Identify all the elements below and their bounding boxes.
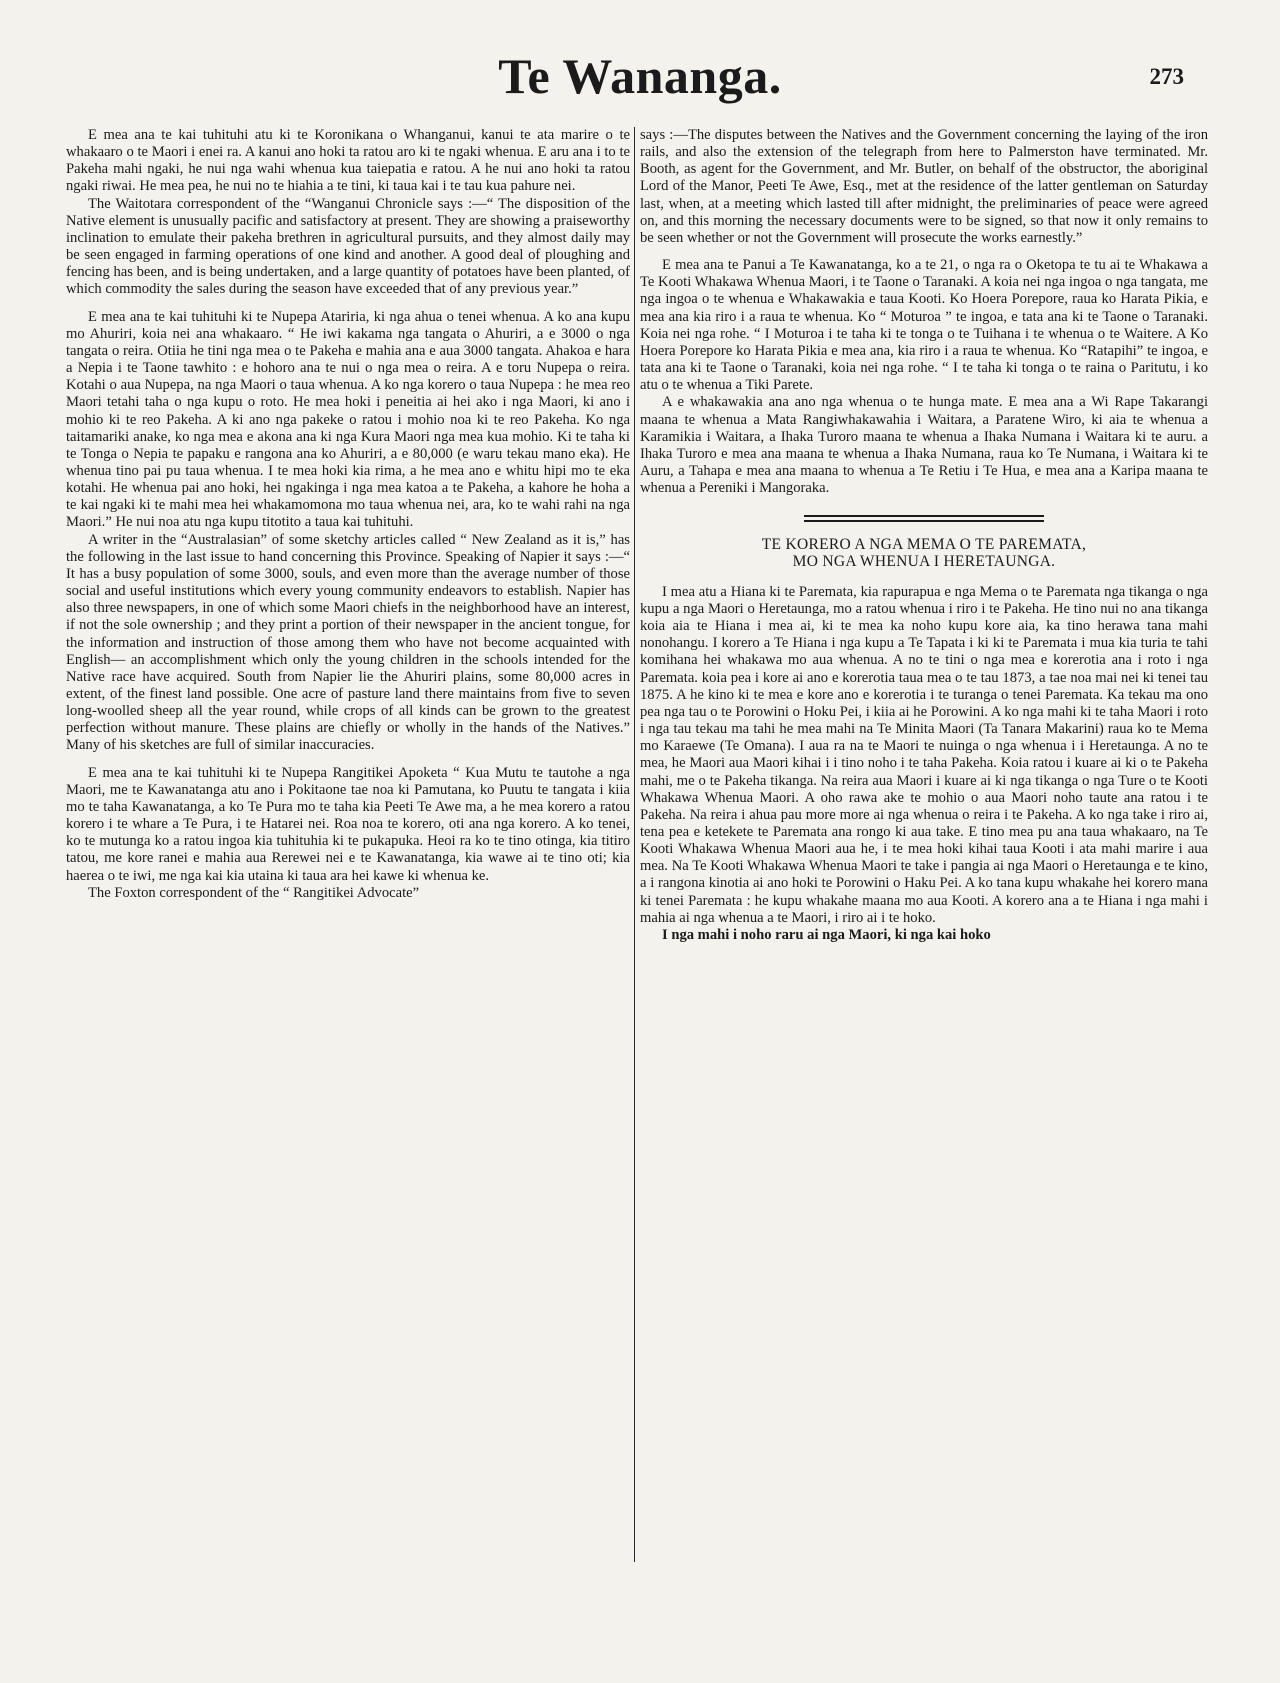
paragraph: E mea ana te Panui a Te Kawanatanga, ko a te 21, o nga ra o Oketopa te tu ai te Whakawa a Te Kooti Whakawa Whenua Maori, i te Taone o Taranaki. A koia nei nga ingoa o nga tangata, me nga ingoa o te whenua e Whakawakia e taua Kooti. Ko Hoera Porepore, raua ko Harata Pikia, e mea ana kia riro i a raua te whenua. Ko “ Moturoa ” te ingoa, e tata ana ki te Taone o Taranaki. Koia nei nga rohe. “ I Moturoa i te taha ki te tonga o te Tuihana i te whenua o te Waitere. A Ko Hoera Porepore ko Harata Pikia e mea ana, kia riro i a raua te whenua. Ko “Ratapihi” te ingoa, e tata ana ki te Taone o Taranaki, koia nei nga rohe. “ I te taha ki tonga o te raina o Paritutu, i ko atu o te whenua a Tiki Parete. xyxy=(640,257,1208,394)
paragraph: E mea ana te kai tuhituhi ki te Nupepa Rangitikei Apoketa “ Kua Mutu te tautohe a nga Maori, me te Kawanatanga atu ano i Pokitaone tae noa ki Pamutana, ko Puutu te tangata i kiia mo te taha Kawanatanga, a ko Te Pura mo te taha kia Peeti Te Awe ma, a he mea korero a ratou korero i te whare a Te Pura, i te Hatarei nei. Roa noa te korero, oti ana nga korero. A ko tenei, ko te mutunga ko a ratou ingoa kia tuhituhia ki te pukapuka. Heoi ra ko te tino otinga, kia titiro tatou, me kore ranei e mahia aua Rerewei nei e te Kawanatanga, kia wawe ai te tino oti; kia haerea o te iwi, me nga kai kia utaina ki taua ara hei kawe ki whenua ke. xyxy=(66,764,630,884)
paragraph: says :—The disputes between the Natives and the Government concerning the laying of the iron rails, and also the extension of the telegraph from here to Palmerston have terminated. Mr. Booth, as agent for the Government, and Mr. Butler, on behalf of the obstructor, the aboriginal Lord of the Manor, Peeti Te Awe, Esq., met at the residence of the latter gentleman on Saturday last, when, at a meeting which lasted till after midnight, the preliminaries of peace were agreed on, and this morning the necessary documents were to be signed, so that now it only remains to be seen whether or not the Government will prosecute the works earnestly.” xyxy=(640,127,1208,246)
left-column xyxy=(66,127,630,902)
closing-bold-line: I nga mahi i noho raru ai nga Maori, ki nga kai hoko xyxy=(662,926,991,943)
paragraph: E mea ana te kai tuhituhi ki te Nupepa Atariria, ki nga ahua o tenei whenua. A ko ana kupu mo Ahuriri, koia nei ana whakaaro. “ He iwi kakama nga tangata o Ahuriri, a e 3000 o nga tangata o reira. Otiia he tini nga mea o te Pakeha e mahia ana e aua 3000 tangata. Ahakoa e hara a Nepia i te Taone tawhito : e hohoro ana te nui o nga mea o reira. A e toru Nupepa o reira. Kotahi o aua Nupepa, na nga Maori o taua whenua. A ko nga korero o taua Nupepa : he mea reo Maori tetahi taha o nga kupu o roto. He mea hoki i peneitia ai hei ako i nga Maori, ki ano i mohio ki te reo Pakeha. A ki ano nga pakeke o ratou i mohio noa ki te reo Pakeha. Ko nga taitamariki anake, ko nga mea e akona ana ki nga Kura Maori nga mea kua mohio. Ki te taha ki te Tonga o Nepia te papaku e rangona ana ko Ahuriri, a e 80,000 (e waru tekau mano eka). He whenua tino pai pu taua whenua. I te mea hoki kia rima, a he mea ano e whitu hipi mo te eka kotahi. He whenua pai ano hoki, hei ngakinga i nga mea katoa a te Pakeha, a kahore he hoha a te kai ngaki ki te mahi mea hei whakamomona mo taua whenua nei, ara, ko te wahi rahi na nga Maori.” He nui noa atu nga kupu titotito a taua kai tuhituhi. xyxy=(66,308,630,531)
column-divider xyxy=(634,127,635,1562)
page-number: 273 xyxy=(1149,64,1184,89)
paragraph: A writer in the “Australasian” of some sketchy articles called “ New Zealand as it is,” has the following in the last issue to hand concerning this Province. Speaking of Napier it says :—“ It has a busy population of some 3000, souls, and even more than the average number of those social and useful institutions which every young community endeavors to establish. Napier has also three newspapers, in one of which some Maori chiefs in the neighborhood have an interest, if not the sole ownership ; and they print a portion of their newspaper in the ancient tongue, for the information and instruction of those among them who have not become acquainted with English— an accomplishment which only the young children in the schools intended for the Native race have acquired. South from Napier lie the Ahuriri plains, some 80,000 acres in extent, of the finest land possible. One acre of pasture land there maintains from five to seven long-woolled sheep all the year round, while crops of all kinds can be grown to the greatest perfection without manure. These plains are chiefly or wholly in the hands of the Natives.” Many of his sketches are full of similar inaccuracies. xyxy=(66,531,630,754)
section-divider xyxy=(804,515,1044,522)
section-heading-line: TE KORERO A NGA MEMA O TE PAREMATA, xyxy=(761,535,1087,553)
paragraph: E mea ana te kai tuhituhi atu ki te Koronikana o Whanganui, kanui te ata marire o te whakaaro o te Maori i enei ra. A kanui ano hoki ta ratou aro ki te ngaki whenua. E aru ana i to te Pakeha mahi ngaki, he nui nga wahi whenua kua taiepatia e ratou. A he nui ano hoki ta ratou ngaki riwai. He mea pea, he nui no te hiahia a te tini, ki taua kai i te tau kua pahure nei. xyxy=(66,127,630,195)
masthead-title: Te Wananga. xyxy=(498,48,782,104)
section-heading-line: MO NGA WHENUA I HERETAUNGA. xyxy=(792,552,1056,570)
paragraph: The Foxton correspondent of the “ Rangitikei Advocate” xyxy=(88,884,420,901)
paragraph: The Waitotara correspondent of the “Wanganui Chronicle says :—“ The disposition of the Native element is unusually pacific and satisfactory at present. They are showing a praiseworthy inclination to emulate their pakeha brethren in agricultural pursuits, and they almost daily may be seen engaged in farming operations of one kind and another. A good deal of ploughing and fencing has been, and is being undertaken, and a large quantity of potatoes have been planted, of which commodity the sales during the season have exceeded that of any previous year.” xyxy=(66,195,630,298)
paragraph: A e whakawakia ana ano nga whenua o te hunga mate. E mea ana a Wi Rape Takarangi maana te whenua a Mata Rangiwhakawahia i Waitara, a Paratene Wiro, ki aia te whenua a Karamikia i Waitara, a Ihaka Turoro maana te whenua a Ihaka Numana i Waitara ki te auru. a Ihaka Turoro e mea ana maana te whenua a Ihaka Numana, raua ko Te Numana, i Waitara ki te Auru, a Tahapa e mea ana maana to whenua a Te Retiu i Te Hua, e mea ana a Karipa maana te whenua a Pereniki i Mangoraka. xyxy=(640,394,1208,497)
section-heading xyxy=(640,536,1208,570)
paragraph: I mea atu a Hiana ki te Paremata, kia rapurapua e nga Mema o te Paremata nga tikanga o nga kupu a nga Maori o Heretaunga, mo a ratou whenua i riro i te Pakeha. He tino nui no ana tikanga koia aia te Hiana i mea ai, ki te mea ka noho kupu kore aia, ka tino herawa tana mahi nonohangu. I korero a Te Hiana i nga kupu a Te Tapata i ki ki te Paremata i mua kia turia te tahi komihana hei whakawa mo aua whenua. A no te tini o nga mea e korerotia ana i roto i nga Paremata. koia pea i kore ai ano e korerotia taua mea o te tau 1873, a tae noa mai nei ki tenei tau 1875. A he kino ki te mea e kore ano e korerotia i te turanga o tenei Paremata. Ka tekau ma ono pea nga tau o te Porowini o Hoku Pei, i kiia ai he Porowini. A ko nga mahi ki te taha Maori i roto i nga tau tekau ma tahi he mea mahi na Te Minita Maori (Ta Tanara Makarini) raua ko te Mema mo Karaewe (Te Omana). I aua ra na te Maori te nuinga o nga whenua i i Heretaunga. A no te mea, he Maori aua Maori kihai i i tino noho i te taha Pakeha. Koia ratou i kuare ai ki o te Pakeha mahi, me o te Pakeha tikanga. Na reira aua Maori i kuare ai ki nga tikanga o nga Ture o te Kooti Whakawa Whenua Maori. A oho rawa ake te mohio o aua Maori noho taute ana ratou i te Pakeha. Na reira i ahua pau more more ai nga whenua o reira i te Pakeha. A ko nga take i riro ai, tena pea e ketekete te Paremata ana rongo ki aua take. E tino mea pu ana taua whakaaro, na Te Kooti Whakawa Whenua Maori aua he, i te mea hoki kihai taua Kooti i ata mahi marire i aua mea. Na Te Kooti Whakawa Whenua Maori te take i pangia ai nga Maori o Heretaunga e te kino, a i rangona kinotia ai ano hoki te Porowini o Haku Pei. A ko tana kupu whakahe hei korero mana ki tenei Paremata : he kupu whakahe maana mo aua Kooti. A korero ana a te Hiana i nga mahi i mahia ai nga whenua a te Maori, i riro ai i te hoko. xyxy=(640,583,1208,926)
right-column xyxy=(640,127,1208,944)
